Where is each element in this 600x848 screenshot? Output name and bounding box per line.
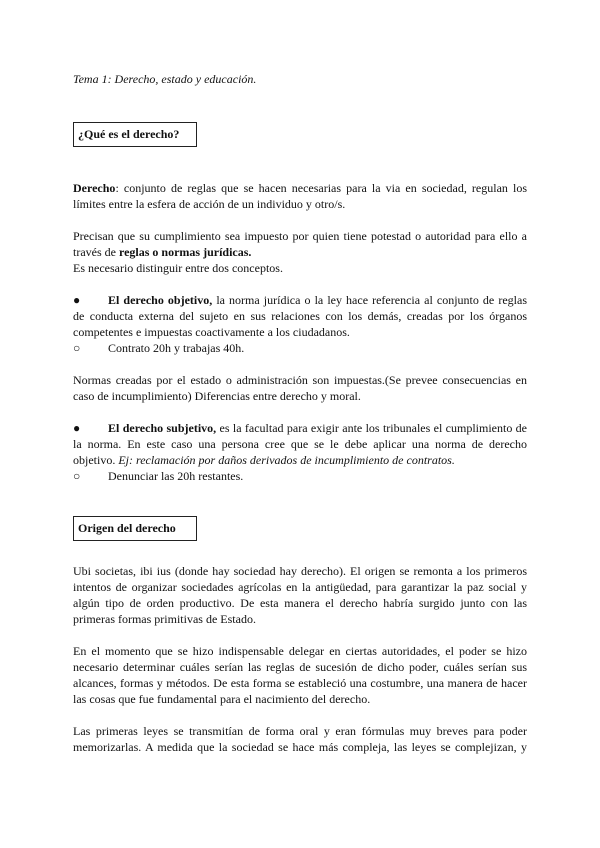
- subjetivo-subitem: [73, 468, 527, 484]
- objetivo-text-1: la norma jurídica o la ley hace referencia al conjunto de reglas: [212, 293, 527, 307]
- section-heading-origen: Origen del derecho: [73, 516, 197, 541]
- definition-line-2: límites entre la esfera de acción de un individuo y otro/s.: [73, 197, 346, 211]
- objetivo-line-3: competentes e impuestas coactivamente a los ciudadanos.: [73, 325, 350, 339]
- subjetivo-line-3-pre: objetivo.: [73, 453, 119, 467]
- paragraph-2-line-2: [73, 244, 527, 260]
- objetivo-subitem: [73, 340, 527, 356]
- origen-p3-line: memorizarlas. A medida que la sociedad se hace más compleja, las leyes se complejizan, y: [73, 740, 527, 754]
- origen-p1-line: intentos de organizar sociedades agrícolas en la antigüedad, para garantizar la paz social y: [73, 580, 527, 594]
- subjetivo-line-1: [73, 420, 527, 436]
- origen-p3-line: Las primeras leyes se transmitían de forma oral y eran fórmulas muy breves para poder: [73, 724, 527, 738]
- sub-bullet-icon: ○: [73, 469, 81, 483]
- definition-term: Derecho: [73, 181, 116, 195]
- sub-bullet-icon: ○: [73, 341, 81, 355]
- objetivo-line-1: [73, 292, 527, 308]
- paragraph-2-line-2-pre: través de: [73, 245, 119, 259]
- origen-p1-line: primeras formas primitivas de Estado.: [73, 612, 256, 626]
- objetivo-term: El derecho objetivo,: [108, 293, 213, 307]
- objetivo-subitem-text: Contrato 20h y trabajas 40h.: [108, 341, 245, 355]
- subjetivo-line-2: la norma. En este caso una persona cree que se le debe aplicar una norma de derecho: [73, 437, 527, 451]
- objetivo-line-2: de conducta externa del sujeto en sus relaciones con los demás, creadas por los órganos: [73, 309, 527, 323]
- subjetivo-subitem-text: Denunciar las 20h restantes.: [108, 469, 244, 483]
- subjetivo-line-3: [73, 452, 527, 468]
- normas-line-2: caso de incumplimiento) Diferencias entre derecho y moral.: [73, 389, 361, 403]
- origen-p2-line: necesario determinar cuáles serían las reglas de sucesión de dicho poder, cuáles serían sus: [73, 660, 527, 674]
- origen-p1-line: algún tipo de orden productivo. De esta manera el derecho habría surgido junto con las: [73, 596, 527, 610]
- origen-p2-line: alcances, formas y métodos. De esta forma se estableció una costumbre, una manera de hacer: [73, 676, 527, 690]
- bullet-icon: ●: [73, 421, 81, 435]
- paragraph-2-line-3: Es necesario distinguir entre dos conceptos.: [73, 261, 283, 275]
- normas-line-1: Normas creadas por el estado o administración son impuestas.(Se prevee consecuencias en: [73, 373, 527, 387]
- origen-p2-line: las cosas que fue fundamental para el nacimiento del derecho.: [73, 692, 371, 706]
- document-title: Tema 1: Derecho, estado y educación.: [73, 72, 257, 86]
- reglas-normas-bold: reglas o normas jurídicas.: [118, 245, 252, 259]
- bullet-icon: ●: [73, 293, 81, 307]
- subjetivo-example: Ej: reclamación por daños derivados de incumplimiento de contratos.: [118, 453, 455, 467]
- origen-p2-line: En el momento que se hizo indispensable delegar en ciertas autoridades, el poder se hizo: [73, 644, 527, 658]
- section-heading-que-es-derecho: ¿Qué es el derecho?: [73, 122, 197, 147]
- definition-text-1: : conjunto de reglas que se hacen necesarias para la via en sociedad, regulan los: [115, 181, 527, 195]
- paragraph-2-line-1: Precisan que su cumplimiento sea impuesto por quien tiene potestad o autoridad para ello a: [73, 229, 527, 243]
- subjetivo-term: El derecho subjetivo,: [108, 421, 217, 435]
- origen-p1-line: Ubi societas, ibi ius (donde hay sociedad hay derecho). El origen se remonta a los primeros: [73, 564, 527, 578]
- definition-line-1: [73, 180, 527, 196]
- subjetivo-text-1: es la facultad para exigir ante los tribunales el cumplimiento de: [216, 421, 528, 435]
